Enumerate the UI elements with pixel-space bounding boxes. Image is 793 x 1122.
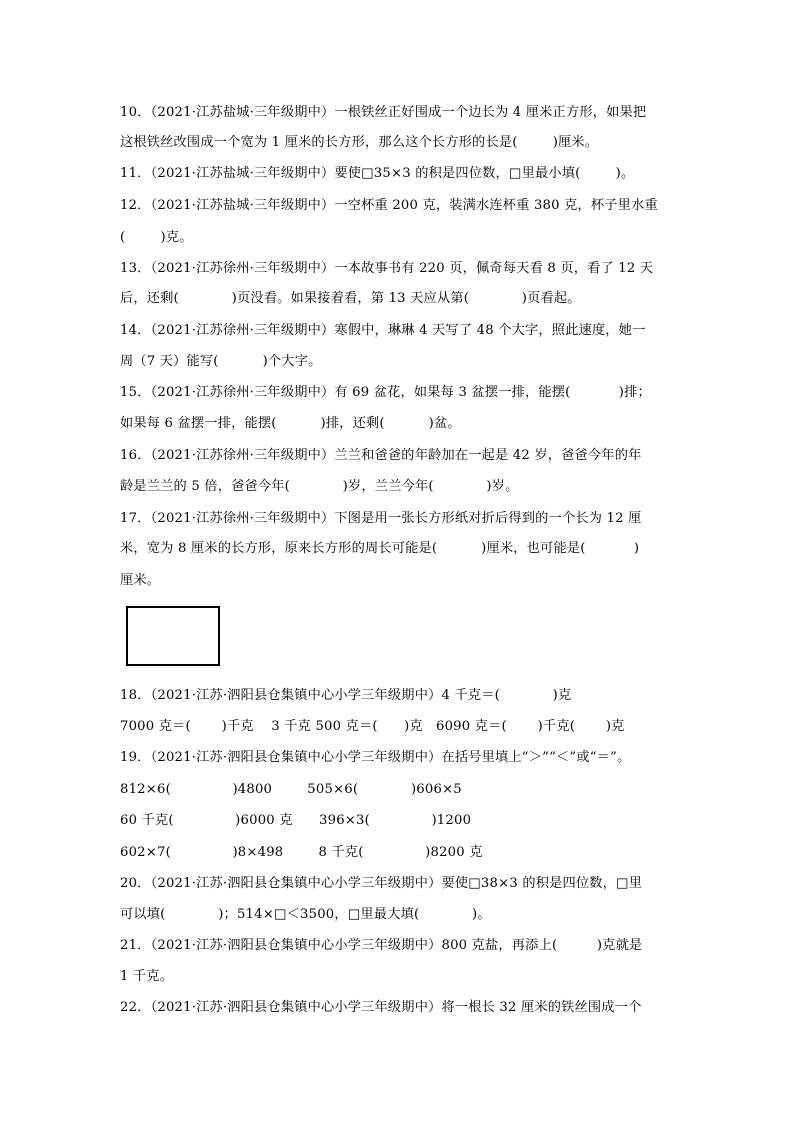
folded-rectangle-figure [126, 606, 220, 666]
q20-line-1: 20．（2021·江苏·泗阳县仓集镇中心小学三年级期中）要使□38×3 的积是四位数，□里 [120, 876, 643, 891]
q10-line-2: 这根铁丝改围成一个宽为 1 厘米的长方形，那么这个长方形的长是( )厘米。 [120, 135, 599, 150]
q14-line-2: 周（7 天）能写( )个大字。 [120, 354, 322, 369]
q12-line-1: 12．（2021·江苏盐城·三年级期中）一空杯重 200 克，装满水连杯重 380 克，杯子里水重 [120, 198, 658, 213]
q14-line-1: 14．（2021·江苏徐州·三年级期中）寒假中，琳琳 4 天写了 48 个大字，照此速度，她一 [120, 323, 646, 338]
q18-line-2: 7000 克＝( )千克 3 千克 500 克＝( )克 6090 克＝( )千克( )克 [120, 719, 625, 734]
q17-line-1: 17．（2021·江苏徐州·三年级期中）下图是用一张长方形纸对折后得到的一个长为 12 厘 [120, 511, 642, 526]
q21-line-1: 21．（2021·江苏·泗阳县仓集镇中心小学三年级期中）800 克盐，再添上( )克就是 [120, 938, 643, 953]
q15-line-2: 如果每 6 盆摆一排，能摆( )排，还剩( )盆。 [120, 416, 461, 431]
q16-line-1: 16．（2021·江苏徐州·三年级期中）兰兰和爸爸的年龄加在一起是 42 岁，爸爸今年的年 [120, 448, 642, 463]
q17-line-2: 米，宽为 8 厘米的长方形，原来长方形的周长可能是( )厘米，也可能是( ) [120, 541, 640, 556]
q10-line-1: 10．（2021·江苏盐城·三年级期中）一根铁丝正好围成一个边长为 4 厘米正方形，如果把 [120, 105, 647, 120]
q22-line-1: 22．（2021·江苏·泗阳县仓集镇中心小学三年级期中）将一根长 32 厘米的铁丝围成一个 [120, 1000, 642, 1015]
q11-line-1: 11．（2021·江苏盐城·三年级期中）要使□35×3 的积是四位数，□里最小填( )。 [120, 166, 635, 181]
q19-row-1: 812×6( )4800 505×6( )606×5 [120, 782, 462, 797]
q16-line-2: 龄是兰兰的 5 倍，爸爸今年( )岁，兰兰今年( )岁。 [120, 479, 519, 494]
q20-line-2: 可以填( )；514×□＜3500，□里最大填( )。 [120, 907, 491, 922]
q19-row-2: 60 千克( )6000 克 396×3( )1200 [120, 813, 472, 828]
q12-line-2: ( )克。 [120, 230, 193, 245]
q17-line-3: 厘米。 [120, 573, 161, 588]
q18-line-1: 18．（2021·江苏·泗阳县仓集镇中心小学三年级期中）4 千克＝( )克 [120, 688, 572, 703]
q21-line-2: 1 千克。 [120, 969, 174, 984]
q19-row-3: 602×7( )8×498 8 千克( )8200 克 [120, 845, 483, 860]
q13-line-1: 13．（2021·江苏徐州·三年级期中）一本故事书有 220 页，佩奇每天看 8 页，看了 12 天 [120, 261, 654, 276]
q15-line-1: 15．（2021·江苏徐州·三年级期中）有 69 盆花，如果每 3 盆摆一排，能摆( )排； [120, 385, 651, 400]
q13-line-2: 后，还剩( )页没看。如果接着看，第 13 天应从第( )页看起。 [120, 291, 581, 306]
q19-line-1: 19．（2021·江苏·泗阳县仓集镇中心小学三年级期中）在括号里填上“＞”“＜”或“＝”。 [120, 750, 631, 765]
